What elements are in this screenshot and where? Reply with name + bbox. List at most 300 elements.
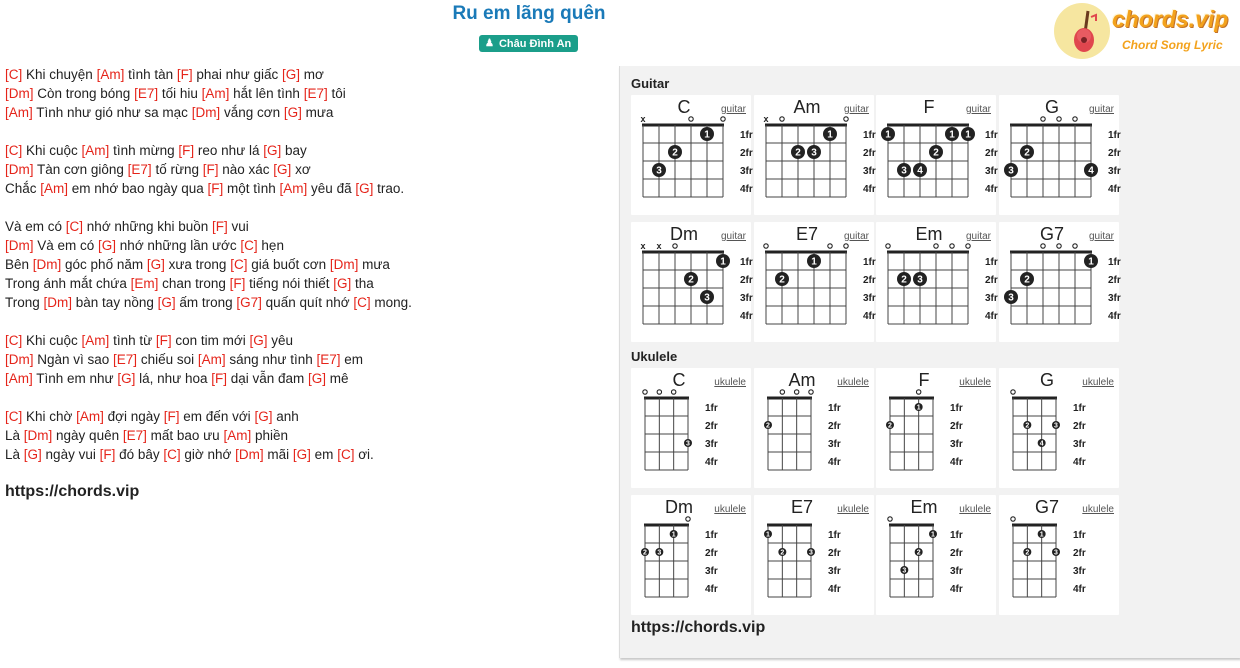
finger-number: 1 bbox=[826, 129, 833, 141]
instrument-link[interactable]: guitar bbox=[1088, 231, 1114, 242]
guitar-chord-grid bbox=[631, 95, 1119, 342]
lyric-text: mất bao ưu bbox=[146, 428, 224, 443]
finger-number: 1 bbox=[949, 129, 955, 141]
finger-number: 3 bbox=[1053, 422, 1058, 430]
chord-marker[interactable]: [Dm] bbox=[191, 105, 221, 120]
fret-label: 1fr bbox=[1107, 257, 1121, 268]
lyric-text: Tình như gió như sa mạc bbox=[32, 105, 192, 120]
chord-marker[interactable]: [C] bbox=[230, 257, 248, 272]
finger-number: 3 bbox=[1008, 292, 1014, 304]
ukulele-section-label: Ukulele bbox=[631, 349, 678, 364]
lyric-text: phai như giấc bbox=[192, 67, 282, 82]
chord-marker[interactable]: [F] bbox=[212, 219, 228, 234]
lyric-line bbox=[5, 407, 605, 426]
fret-label: 4fr bbox=[985, 311, 998, 322]
author-badge[interactable] bbox=[479, 35, 578, 52]
lyric-text: xơ bbox=[291, 162, 311, 177]
open-string-marker bbox=[689, 117, 693, 121]
chord-marker[interactable]: [C] bbox=[65, 219, 84, 234]
fret-label: 1fr bbox=[705, 530, 718, 541]
chord-diagram-g7[interactable] bbox=[999, 495, 1119, 615]
lyric-text: ơi. bbox=[354, 447, 374, 462]
finger-number: 1 bbox=[1088, 256, 1094, 268]
fret-label: 1fr bbox=[862, 130, 876, 141]
lyric-line bbox=[5, 217, 605, 236]
chord-marker[interactable]: [Am] bbox=[76, 409, 104, 424]
open-string-marker bbox=[888, 517, 892, 521]
lyric-text: ngày quên bbox=[52, 428, 123, 443]
lyric-text: bàn tay nồng bbox=[72, 295, 158, 310]
chord-name: G bbox=[1044, 97, 1059, 117]
chord-marker[interactable]: [F] bbox=[202, 162, 219, 177]
finger-number: 2 bbox=[1024, 274, 1030, 286]
fret-label: 2fr bbox=[1107, 148, 1121, 159]
fret-label: 4fr bbox=[1072, 584, 1086, 595]
chord-marker[interactable]: [E7] bbox=[113, 352, 138, 367]
chord-diagram-am[interactable] bbox=[754, 95, 874, 215]
finger-number: 2 bbox=[1025, 549, 1030, 557]
fret-label: 2fr bbox=[1072, 548, 1086, 559]
open-string-marker bbox=[1073, 117, 1077, 121]
lyric-text: chiếu soi bbox=[137, 352, 198, 367]
lyric-text: tình từ bbox=[109, 333, 156, 348]
chord-diagram-e7[interactable] bbox=[754, 495, 874, 615]
lyric-line bbox=[5, 84, 605, 103]
open-string-marker bbox=[1011, 390, 1015, 394]
open-string-marker bbox=[843, 244, 847, 248]
lyric-text: trao. bbox=[373, 181, 405, 196]
finger-number: 2 bbox=[643, 549, 647, 557]
fret-label: 4fr bbox=[1072, 457, 1086, 468]
open-string-marker bbox=[950, 244, 954, 248]
instrument-link[interactable]: ukulele bbox=[714, 377, 746, 388]
instrument-link[interactable]: guitar bbox=[1088, 104, 1114, 115]
open-string-marker bbox=[671, 390, 675, 394]
fret-label: 3fr bbox=[1072, 439, 1086, 450]
ukulele-chord-grid bbox=[631, 368, 1119, 615]
stanza-gap bbox=[5, 122, 605, 141]
lyric-text: xưa trong bbox=[164, 257, 231, 272]
lyric-line bbox=[5, 293, 605, 312]
lyric-text: tình tàn bbox=[124, 67, 177, 82]
lyric-text: Bên bbox=[5, 257, 33, 272]
fret-label: 4fr bbox=[827, 584, 841, 595]
open-string-marker bbox=[934, 244, 938, 248]
chord-marker[interactable]: [G] bbox=[273, 162, 292, 177]
lyric-line bbox=[5, 179, 605, 198]
chord-marker[interactable]: [G] bbox=[23, 447, 42, 462]
finger-number: 3 bbox=[1008, 165, 1014, 177]
chord-marker[interactable]: [F] bbox=[229, 276, 246, 291]
fret-label: 1fr bbox=[1072, 403, 1086, 414]
chord-panel bbox=[619, 66, 1240, 658]
chord-diagram-c[interactable] bbox=[631, 368, 751, 488]
fret-label: 3fr bbox=[1107, 293, 1121, 304]
chord-diagram-g[interactable] bbox=[999, 368, 1119, 488]
song-title: Ru em lãng quên bbox=[452, 3, 606, 24]
chord-marker[interactable]: [G] bbox=[281, 67, 300, 82]
instrument-link[interactable]: ukulele bbox=[836, 377, 869, 388]
chord-marker[interactable]: [F] bbox=[99, 447, 116, 462]
fret-label: 3fr bbox=[827, 566, 841, 577]
chord-name: Am bbox=[793, 97, 821, 117]
fret-label: 3fr bbox=[985, 166, 998, 177]
chord-marker[interactable]: [F] bbox=[178, 143, 195, 158]
chord-chart bbox=[754, 222, 874, 342]
fret-label: 1fr bbox=[1072, 530, 1086, 541]
instrument-link[interactable]: guitar bbox=[843, 104, 869, 115]
finger-number: 4 bbox=[917, 165, 923, 177]
instrument-link[interactable]: ukulele bbox=[1082, 504, 1114, 515]
chord-marker[interactable]: [Em] bbox=[130, 276, 159, 291]
fret-label: 4fr bbox=[985, 184, 998, 195]
chord-name: C bbox=[677, 97, 691, 117]
open-string-marker bbox=[673, 244, 677, 248]
person-icon: ♟ bbox=[485, 38, 494, 49]
fret-label: 4fr bbox=[1107, 311, 1121, 322]
lyric-line bbox=[5, 331, 605, 350]
lyric-text: chan trong bbox=[158, 276, 230, 291]
finger-number: 2 bbox=[916, 549, 921, 557]
instrument-link[interactable]: guitar bbox=[966, 104, 992, 115]
chord-diagram-c[interactable] bbox=[631, 95, 751, 215]
finger-number: 1 bbox=[704, 129, 710, 141]
fret-label: 1fr bbox=[827, 530, 841, 541]
chord-diagram-em[interactable] bbox=[876, 222, 996, 342]
chord-marker[interactable]: [Am] bbox=[96, 67, 125, 82]
finger-number: 3 bbox=[917, 274, 923, 286]
chord-diagram-e7[interactable] bbox=[754, 222, 874, 342]
chord-marker[interactable]: [F] bbox=[176, 67, 193, 82]
chord-marker[interactable]: [G] bbox=[333, 276, 352, 291]
fret-label: 2fr bbox=[827, 421, 841, 432]
fret-label: 3fr bbox=[950, 439, 963, 450]
chord-marker[interactable]: [Am] bbox=[197, 352, 226, 367]
chord-marker[interactable]: [C] bbox=[5, 143, 23, 158]
fret-label: 2fr bbox=[1107, 275, 1121, 286]
chord-marker[interactable]: [Dm] bbox=[5, 352, 34, 367]
finger-number: 2 bbox=[672, 147, 678, 159]
lyric-text: Ngàn vì sao bbox=[33, 352, 114, 367]
instrument-link[interactable]: ukulele bbox=[1082, 377, 1114, 388]
chord-marker[interactable]: [Am] bbox=[223, 428, 252, 443]
chord-name: E7 bbox=[790, 497, 813, 517]
chord-marker[interactable]: [G] bbox=[355, 181, 374, 196]
lyric-text: mưa bbox=[358, 257, 390, 272]
chord-name: F bbox=[923, 97, 935, 117]
lyric-text: vui bbox=[227, 219, 249, 234]
chord-marker[interactable]: [G] bbox=[98, 238, 117, 253]
lyric-text: Còn trong bóng bbox=[33, 86, 135, 101]
lyric-line bbox=[5, 274, 605, 293]
open-string-marker bbox=[827, 244, 831, 248]
stanza-gap bbox=[5, 198, 605, 217]
chord-marker[interactable]: [E7] bbox=[127, 162, 152, 177]
chord-chart bbox=[999, 495, 1119, 615]
fret-label: 1fr bbox=[950, 530, 963, 541]
lyric-text: góc phố năm bbox=[61, 257, 147, 272]
instrument-link[interactable]: ukulele bbox=[836, 504, 869, 515]
chord-chart bbox=[876, 368, 996, 488]
lyric-text: tố rừng bbox=[151, 162, 203, 177]
author-name: Châu Đình An bbox=[498, 37, 572, 50]
chord-marker[interactable]: [Dm] bbox=[329, 257, 359, 272]
chord-marker[interactable]: [G] bbox=[283, 105, 302, 120]
chord-marker[interactable]: [Am] bbox=[201, 86, 230, 101]
chord-marker[interactable]: [C] bbox=[353, 295, 371, 310]
site-url-panel[interactable]: https://chords.vip bbox=[631, 619, 766, 636]
fret-label: 3fr bbox=[740, 293, 753, 304]
fret-label: 1fr bbox=[705, 403, 718, 414]
site-url[interactable]: https://chords.vip bbox=[5, 483, 140, 500]
site-logo[interactable] bbox=[1054, 3, 1234, 59]
chord-chart bbox=[876, 95, 996, 215]
chord-marker[interactable]: [C] bbox=[5, 409, 23, 424]
lyric-text: Là bbox=[5, 447, 24, 462]
finger-number: 2 bbox=[1025, 422, 1030, 430]
open-string-marker bbox=[1057, 117, 1061, 121]
lyric-text: Và em có bbox=[33, 238, 99, 253]
chord-marker[interactable]: [Dm] bbox=[43, 295, 73, 310]
chord-marker[interactable]: [E7] bbox=[316, 352, 341, 367]
chord-marker[interactable]: [G] bbox=[249, 333, 268, 348]
lyric-line bbox=[5, 103, 605, 122]
fret-label: 1fr bbox=[950, 403, 963, 414]
instrument-link[interactable]: ukulele bbox=[959, 377, 992, 388]
muted-string-marker: x bbox=[640, 241, 646, 251]
lyric-text: con tim mới bbox=[171, 333, 250, 348]
lyric-text: tiếng nói thiết bbox=[245, 276, 334, 291]
lyric-text: em đến với bbox=[179, 409, 255, 424]
muted-string-marker: x bbox=[763, 114, 769, 124]
finger-number: 3 bbox=[704, 292, 710, 304]
open-string-marker bbox=[779, 117, 783, 121]
chord-marker[interactable]: [C] bbox=[240, 238, 258, 253]
fret-label: 3fr bbox=[862, 166, 876, 177]
lyric-text: đó bây bbox=[115, 447, 164, 462]
finger-number: 3 bbox=[1053, 549, 1058, 557]
chord-marker[interactable]: [Am] bbox=[5, 371, 33, 386]
lyric-line bbox=[5, 369, 605, 388]
lyric-text: hắt lên tình bbox=[229, 86, 304, 101]
chord-marker[interactable]: [Am] bbox=[81, 333, 110, 348]
lyric-text: phiền bbox=[251, 428, 288, 443]
chord-chart bbox=[754, 95, 874, 215]
lyric-text: Trong bbox=[5, 295, 44, 310]
lyric-text: sáng như tình bbox=[225, 352, 317, 367]
fret-label: 4fr bbox=[740, 311, 753, 322]
lyric-line bbox=[5, 350, 605, 369]
fret-label: 2fr bbox=[985, 148, 998, 159]
open-string-marker bbox=[1041, 244, 1045, 248]
lyric-text: reo như lá bbox=[194, 143, 264, 158]
fret-label: 1fr bbox=[985, 257, 998, 268]
chord-diagram-f[interactable] bbox=[876, 95, 996, 215]
lyric-text: ấm trong bbox=[175, 295, 237, 310]
chord-marker[interactable]: [Am] bbox=[279, 181, 308, 196]
fret-label: 2fr bbox=[740, 275, 753, 286]
chord-marker[interactable]: [C] bbox=[163, 447, 181, 462]
lyric-text: bay bbox=[281, 143, 307, 158]
fret-label: 3fr bbox=[1107, 166, 1121, 177]
lyric-text: Khi chuyện bbox=[22, 67, 97, 82]
lyric-text: tình mừng bbox=[109, 143, 179, 158]
lyric-text: yêu đã bbox=[307, 181, 356, 196]
chord-diagram-am[interactable] bbox=[754, 368, 874, 488]
chord-marker[interactable]: [G] bbox=[117, 371, 136, 386]
lyric-text: ngày vui bbox=[41, 447, 100, 462]
chord-chart bbox=[631, 368, 751, 488]
lyric-text: mưa bbox=[301, 105, 334, 120]
chord-chart bbox=[754, 368, 874, 488]
open-string-marker bbox=[780, 390, 784, 394]
lyric-text: Khi chờ bbox=[22, 409, 77, 424]
open-string-marker bbox=[721, 117, 725, 121]
lyric-text: Và em có bbox=[5, 219, 66, 234]
chord-marker[interactable]: [G] bbox=[263, 143, 282, 158]
lyrics-block bbox=[5, 65, 605, 464]
chord-diagram-dm[interactable] bbox=[631, 222, 751, 342]
chord-marker[interactable]: [Am] bbox=[81, 143, 110, 158]
chord-marker[interactable]: [Dm] bbox=[235, 447, 264, 462]
finger-number: 1 bbox=[765, 531, 770, 539]
instrument-link[interactable]: guitar bbox=[843, 231, 869, 242]
fret-label: 4fr bbox=[705, 584, 718, 595]
chord-marker[interactable]: [E7] bbox=[303, 86, 328, 101]
lyric-line bbox=[5, 65, 605, 84]
chord-marker[interactable]: [C] bbox=[337, 447, 355, 462]
fret-label: 3fr bbox=[827, 439, 841, 450]
chord-marker[interactable]: [F] bbox=[211, 371, 227, 386]
chord-diagram-dm[interactable] bbox=[631, 495, 751, 615]
lyric-text: Là bbox=[5, 428, 24, 443]
finger-number: 3 bbox=[901, 165, 907, 177]
instrument-link[interactable]: guitar bbox=[720, 104, 746, 115]
lyric-text: mơ bbox=[300, 67, 324, 82]
chord-marker[interactable]: [C] bbox=[5, 333, 23, 348]
instrument-link[interactable]: guitar bbox=[966, 231, 992, 242]
finger-number: 2 bbox=[778, 274, 785, 286]
fret-label: 1fr bbox=[740, 130, 753, 141]
chord-diagram-em[interactable] bbox=[876, 495, 996, 615]
lyric-text: em nhớ bao ngày qua bbox=[68, 181, 208, 196]
lyric-text: anh bbox=[272, 409, 299, 424]
lyric-text: yêu bbox=[267, 333, 294, 348]
finger-number: 4 bbox=[1039, 440, 1044, 448]
chord-chart bbox=[754, 495, 874, 615]
muted-string-marker: x bbox=[640, 114, 646, 124]
chord-chart bbox=[999, 95, 1119, 215]
lyric-line bbox=[5, 160, 605, 179]
chord-marker[interactable]: [Dm] bbox=[5, 238, 34, 253]
guitar-section-label: Guitar bbox=[631, 76, 670, 91]
finger-number: 1 bbox=[965, 129, 971, 141]
lyric-text: lá, như hoa bbox=[135, 371, 212, 386]
chord-marker[interactable]: [F] bbox=[155, 333, 172, 348]
chord-marker[interactable]: [E7] bbox=[122, 428, 147, 443]
lyric-text: tôi bbox=[327, 86, 346, 101]
chord-chart bbox=[876, 222, 996, 342]
chord-marker[interactable]: [G] bbox=[146, 257, 165, 272]
chord-marker[interactable]: [Am] bbox=[5, 105, 33, 120]
open-string-marker bbox=[886, 244, 890, 248]
chord-chart bbox=[631, 95, 751, 215]
open-string-marker bbox=[808, 390, 812, 394]
instrument-link[interactable]: guitar bbox=[720, 231, 746, 242]
lyric-text: Khi cuộc bbox=[22, 333, 82, 348]
fret-label: 2fr bbox=[1072, 421, 1086, 432]
chord-marker[interactable]: [Am] bbox=[40, 181, 69, 196]
open-string-marker bbox=[966, 244, 970, 248]
chord-marker[interactable]: [G] bbox=[157, 295, 176, 310]
fret-label: 4fr bbox=[862, 311, 876, 322]
chord-marker[interactable]: [G] bbox=[308, 371, 327, 386]
lyric-text: Tàn cơn giông bbox=[33, 162, 128, 177]
chord-name: G7 bbox=[1039, 224, 1064, 244]
chord-name: Am bbox=[788, 370, 816, 390]
chord-chart bbox=[999, 368, 1119, 488]
chord-marker[interactable]: [F] bbox=[163, 409, 180, 424]
chord-diagram-g[interactable] bbox=[999, 95, 1119, 215]
lyric-text: em bbox=[340, 352, 364, 367]
chord-marker[interactable]: [G] bbox=[254, 409, 273, 424]
chord-marker[interactable]: [Dm] bbox=[5, 86, 34, 101]
fret-label: 2fr bbox=[862, 275, 876, 286]
finger-number: 3 bbox=[810, 147, 817, 159]
fret-label: 4fr bbox=[950, 584, 963, 595]
open-string-marker bbox=[686, 517, 690, 521]
fret-label: 2fr bbox=[985, 275, 998, 286]
fret-label: 1fr bbox=[740, 257, 753, 268]
chord-diagram-g7[interactable] bbox=[999, 222, 1119, 342]
fret-label: 4fr bbox=[705, 457, 718, 468]
lyric-text: mê bbox=[326, 371, 349, 386]
chord-name: Em bbox=[910, 497, 938, 517]
lyric-text: một tình bbox=[223, 181, 280, 196]
chord-name: C bbox=[672, 370, 686, 390]
instrument-link[interactable]: ukulele bbox=[714, 504, 746, 515]
instrument-link[interactable]: ukulele bbox=[959, 504, 992, 515]
logo-tagline: Chord Song Lyric bbox=[1122, 38, 1223, 52]
chord-chart bbox=[876, 495, 996, 615]
finger-number: 3 bbox=[656, 165, 662, 177]
chord-marker[interactable]: [C] bbox=[5, 67, 23, 82]
lyric-text: quấn quít nhớ bbox=[261, 295, 354, 310]
chord-marker[interactable]: [Dm] bbox=[5, 162, 34, 177]
fret-label: 3fr bbox=[862, 293, 876, 304]
chord-marker[interactable]: [Dm] bbox=[23, 428, 53, 443]
chord-marker[interactable]: [G] bbox=[292, 447, 311, 462]
fret-label: 3fr bbox=[950, 566, 963, 577]
chord-marker[interactable]: [Dm] bbox=[32, 257, 62, 272]
stanza-gap bbox=[5, 312, 605, 331]
lyric-text: giá buốt cơn bbox=[247, 257, 330, 272]
lyric-text: mãi bbox=[263, 447, 293, 462]
finger-number: 2 bbox=[779, 549, 784, 557]
chord-marker[interactable]: [F] bbox=[207, 181, 224, 196]
lyric-line bbox=[5, 141, 605, 160]
guitar-icon bbox=[1071, 9, 1099, 55]
open-string-marker bbox=[1011, 517, 1015, 521]
fret-label: 4fr bbox=[862, 184, 876, 195]
finger-number: 2 bbox=[933, 147, 939, 159]
finger-number: 3 bbox=[808, 549, 813, 557]
fret-label: 1fr bbox=[1107, 130, 1121, 141]
chord-diagram-f[interactable] bbox=[876, 368, 996, 488]
chord-marker[interactable]: [E7] bbox=[134, 86, 159, 101]
chord-marker[interactable]: [G7] bbox=[236, 295, 262, 310]
chord-name: F bbox=[918, 370, 930, 390]
